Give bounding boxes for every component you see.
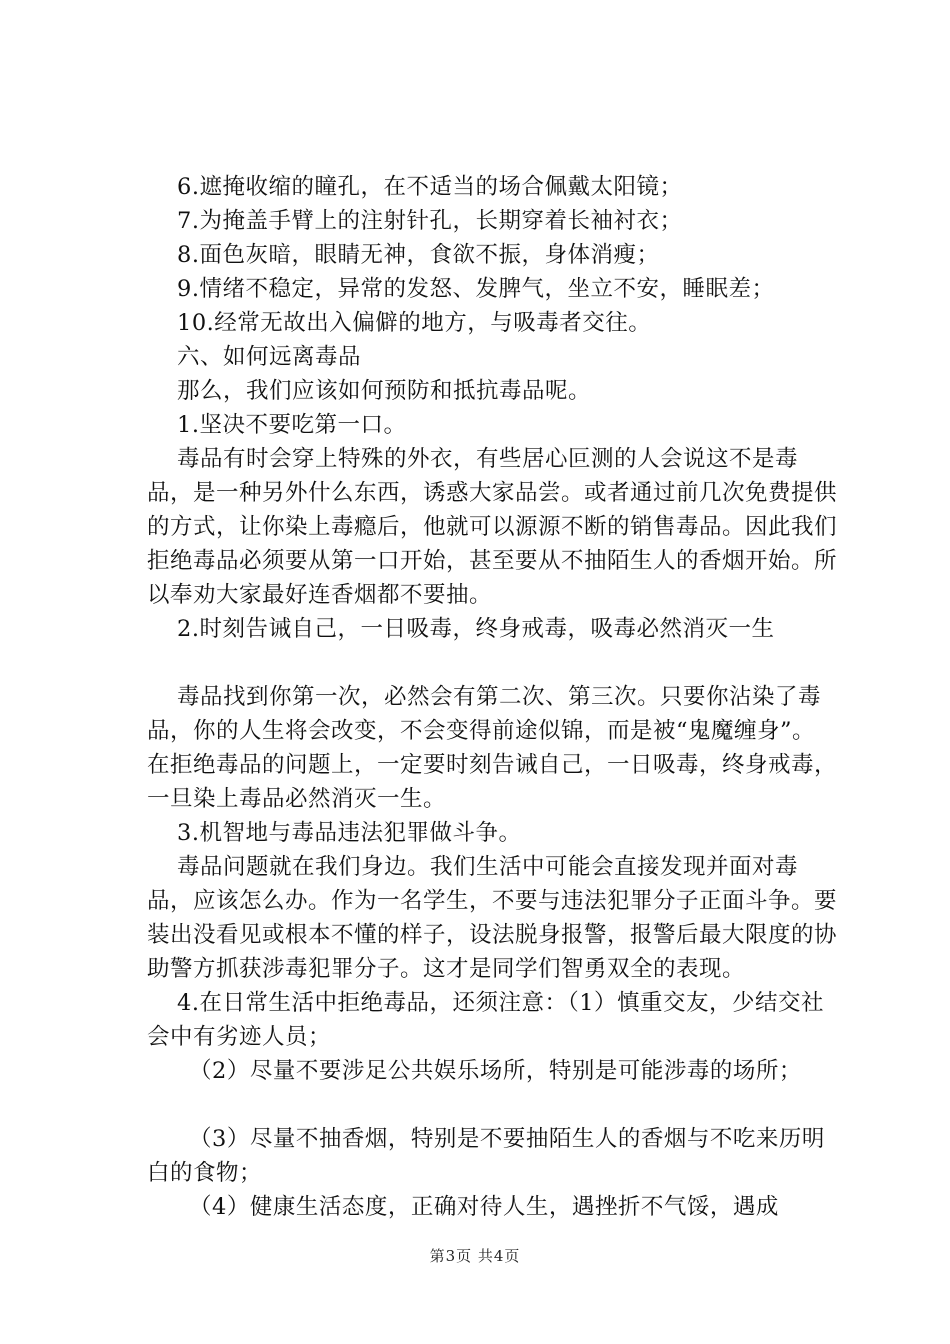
section-intro: 那么，我们应该如何预防和抵抗毒品呢。 [177, 378, 592, 404]
symptom-item-7: 7.为掩盖手臂上的注射针孔，长期穿着长袖衬衣； [177, 208, 683, 234]
symptom-item-9: 9.情绪不稳定，异常的发怒、发脾气，坐立不安，睡眠差； [177, 276, 775, 302]
point-3-heading: 3.机智地与毒品违法犯罪做斗争。 [177, 820, 522, 846]
symptom-item-8: 8.面色灰暗，眼睛无神，食欲不振，身体消瘦； [177, 242, 660, 268]
document-body [147, 170, 837, 1224]
point-4-sub-3: （3）尽量不抽香烟，特别是不要抽陌生人的香烟与不吃来历明白的食物； [147, 1126, 825, 1186]
point-1-body: 毒品有时会穿上特殊的外衣，有些居心叵测的人会说这不是毒品，是一种另外什么东西，诱惑大家品尝。或者通过前几次免费提供的方式，让你染上毒瘾后，他就可以源源不断的销售毒品。因此我们拒绝毒品必须要从第一口开始，甚至要从不抽陌生人的香烟开始。所以奉劝大家最好连香烟都不要抽。 [147, 446, 838, 608]
section-heading-6: 六、如何远离毒品 [177, 344, 362, 370]
point-2-heading: 2.时刻告诫自己，一日吸毒，终身戒毒，吸毒必然消灭一生 [177, 616, 775, 642]
page-number-footer: 第3页 共4页 [429, 1247, 521, 1265]
point-4-sub-2: （2）尽量不要涉足公共娱乐场所，特别是可能涉毒的场所； [189, 1058, 802, 1084]
point-1-heading: 1.坚决不要吃第一口。 [177, 412, 407, 438]
symptom-item-6: 6.遮掩收缩的瞳孔，在不适当的场合佩戴太阳镜； [177, 174, 683, 200]
point-4-heading: 4.在日常生活中拒绝毒品，还须注意：（1）慎重交友，少结交社会中有劣迹人员； [147, 990, 825, 1050]
point-4-sub-4: （4）健康生活态度，正确对待人生，遇挫折不气馁，遇成 [189, 1194, 779, 1220]
symptom-item-10: 10.经常无故出入偏僻的地方，与吸毒者交往。 [177, 310, 652, 336]
point-3-body: 毒品问题就在我们身边。我们生活中可能会直接发现并面对毒品，应该怎么办。作为一名学生，不要与违法犯罪分子正面斗争。要装出没看见或根本不懂的样子，设法脱身报警，报警后最大限度的协助警方抓获涉毒犯罪分子。这才是同学们智勇双全的表现。 [147, 854, 838, 982]
point-2-body: 毒品找到你第一次，必然会有第二次、第三次。只要你沾染了毒品，你的人生将会改变，不会变得前途似锦，而是被“鬼魔缠身”。在拒绝毒品的问题上，一定要时刻告诫自己，一日吸毒，终身戒毒，一旦染上毒品必然消灭一生。 [147, 684, 838, 812]
